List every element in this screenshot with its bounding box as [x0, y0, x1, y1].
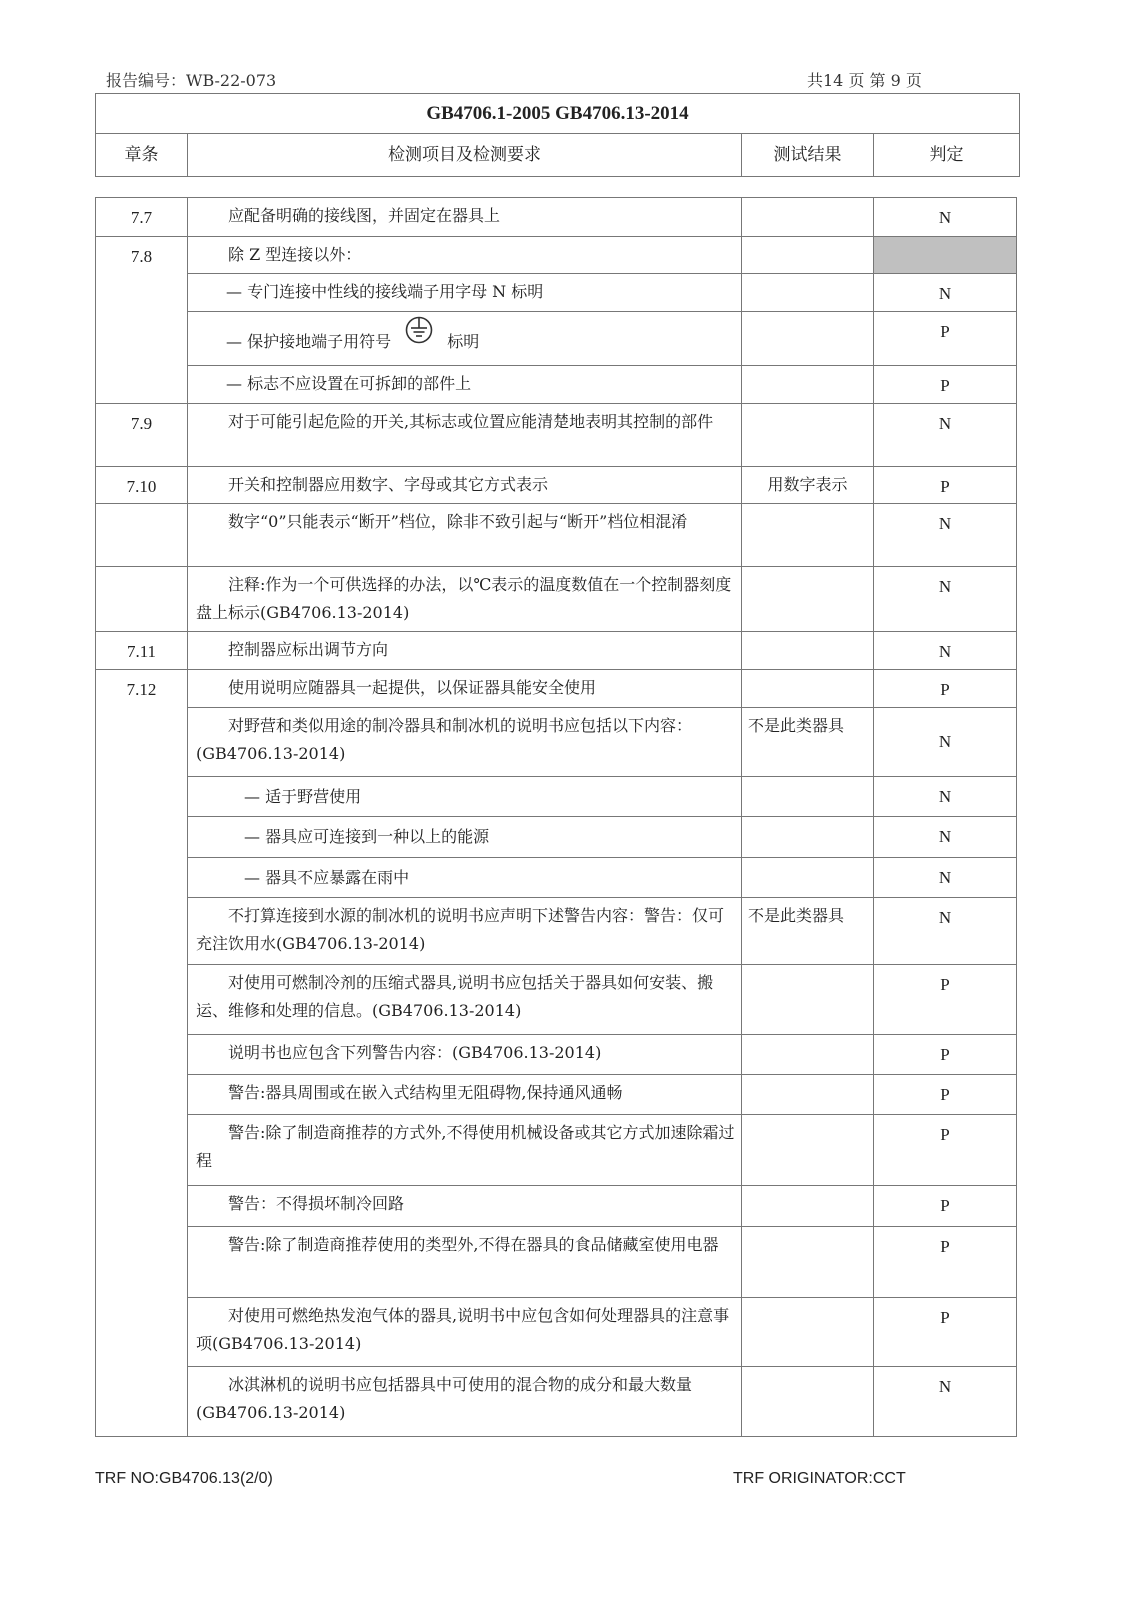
table-row [96, 1115, 1017, 1186]
table-row [96, 1075, 1017, 1115]
verdict: P [874, 1227, 1017, 1298]
requirement-text: 控制器应标出调节方向 [188, 632, 742, 670]
requirement-text: 除 Z 型连接以外： [188, 237, 742, 274]
test-result [742, 670, 874, 708]
test-items-table [95, 197, 1017, 1437]
verdict: P [874, 467, 1017, 504]
section-number: 7.11 [96, 632, 188, 670]
requirement-text: 说明书也应包含下列警告内容：(GB4706.13-2014) [188, 1035, 742, 1075]
table-row [96, 1186, 1017, 1227]
table-row [96, 237, 1017, 274]
requirement-text: 警告:器具周围或在嵌入式结构里无阻碍物,保持通风通畅 [188, 1075, 742, 1115]
test-result [742, 1227, 874, 1298]
verdict-not-applicable-cell [874, 237, 1017, 274]
report-number: 报告编号：WB-22-073 [106, 71, 277, 90]
verdict: P [874, 1298, 1017, 1367]
trf-originator: TRF ORIGINATOR:CCT [733, 1470, 906, 1487]
verdict: N [874, 198, 1017, 237]
test-result [742, 817, 874, 858]
verdict: P [874, 1075, 1017, 1115]
table-row [96, 274, 1017, 312]
requirement-text [188, 312, 742, 366]
test-result: 不是此类器具 [742, 708, 874, 777]
table-row [96, 467, 1017, 504]
requirement-text: 开关和控制器应用数字、字母或其它方式表示 [188, 467, 742, 504]
requirement-text: — 专门连接中性线的接线端子用字母 N 标明 [188, 274, 742, 312]
trf-number: TRF NO:GB4706.13(2/0) [95, 1470, 273, 1487]
requirement-text: 对使用可燃制冷剂的压缩式器具,说明书应包括关于器具如何安装、搬运、维修和处理的信息。(GB4706.13-2014) [188, 965, 742, 1035]
requirement-text: 对使用可燃绝热发泡气体的器具,说明书中应包含如何处理器具的注意事项(GB4706.13-2014) [188, 1298, 742, 1367]
table-row [96, 1227, 1017, 1298]
verdict: N [874, 632, 1017, 670]
verdict: N [874, 777, 1017, 817]
standard-title: GB4706.1-2005 GB4706.13-2014 [96, 94, 1020, 134]
test-result [742, 504, 874, 567]
test-result [742, 1035, 874, 1075]
column-header-requirement: 检测项目及检测要求 [188, 134, 742, 177]
test-result [742, 777, 874, 817]
requirement-text-before: — 保护接地端子用符号 [226, 332, 392, 351]
verdict: P [874, 965, 1017, 1035]
verdict: P [874, 312, 1017, 366]
test-result [742, 567, 874, 632]
requirement-text: 警告:除了制造商推荐使用的类型外,不得在器具的食品储藏室使用电器 [188, 1227, 742, 1298]
verdict: N [874, 274, 1017, 312]
requirement-text: — 器具应可连接到一种以上的能源 [188, 817, 742, 858]
test-result: 不是此类器具 [742, 898, 874, 965]
requirement-text-after: 标明 [447, 332, 480, 351]
requirement-text: 应配备明确的接线图，并固定在器具上 [188, 198, 742, 237]
requirement-text: — 器具不应暴露在雨中 [188, 858, 742, 898]
test-result: 用数字表示 [742, 467, 874, 504]
table-row [96, 670, 1017, 708]
verdict: N [874, 858, 1017, 898]
column-header-result: 测试结果 [742, 134, 874, 177]
verdict: P [874, 1115, 1017, 1186]
test-result [742, 237, 874, 274]
table-row [96, 366, 1017, 404]
test-result [742, 366, 874, 404]
requirement-text: 注释:作为一个可供选择的办法，以℃表示的温度数值在一个控制器刻度盘上标示(GB4706.13-2014) [188, 567, 742, 632]
test-result [742, 1298, 874, 1367]
table-row [96, 632, 1017, 670]
requirement-text: 对于可能引起危险的开关,其标志或位置应能清楚地表明其控制的部件 [188, 404, 742, 467]
table-row [96, 312, 1017, 366]
table-row [96, 965, 1017, 1035]
verdict: P [874, 366, 1017, 404]
test-result [742, 198, 874, 237]
test-result [742, 404, 874, 467]
section-number: 7.7 [96, 198, 188, 237]
table-row [96, 404, 1017, 467]
table-row [96, 567, 1017, 632]
section-number: 7.8 [96, 237, 188, 404]
requirement-text: 冰淇淋机的说明书应包括器具中可使用的混合物的成分和最大数量(GB4706.13-2014) [188, 1367, 742, 1437]
test-result [742, 632, 874, 670]
standard-header-table [95, 93, 1020, 177]
test-result [742, 1075, 874, 1115]
column-header-verdict: 判定 [874, 134, 1020, 177]
table-row [96, 777, 1017, 817]
verdict: P [874, 1035, 1017, 1075]
verdict: N [874, 567, 1017, 632]
section-number: 7.12 [96, 670, 188, 1437]
column-header-section: 章条 [96, 134, 188, 177]
table-row [96, 1298, 1017, 1367]
requirement-text: 警告:除了制造商推荐的方式外,不得使用机械设备或其它方式加速除霜过程 [188, 1115, 742, 1186]
section-number [96, 504, 188, 567]
test-result [742, 1186, 874, 1227]
table-row [96, 504, 1017, 567]
requirement-text: — 适于野营使用 [188, 777, 742, 817]
table-row [96, 858, 1017, 898]
test-result [742, 858, 874, 898]
verdict: N [874, 898, 1017, 965]
verdict: P [874, 1186, 1017, 1227]
section-number: 7.9 [96, 404, 188, 467]
table-row [96, 898, 1017, 965]
requirement-text: — 标志不应设置在可拆卸的部件上 [188, 366, 742, 404]
test-result [742, 274, 874, 312]
verdict: N [874, 708, 1017, 777]
test-result [742, 312, 874, 366]
table-row [96, 198, 1017, 237]
requirement-text: 使用说明应随器具一起提供，以保证器具能安全使用 [188, 670, 742, 708]
requirement-text: 警告：不得损坏制冷回路 [188, 1186, 742, 1227]
test-result [742, 1367, 874, 1437]
requirement-text: 对野营和类似用途的制冷器具和制冰机的说明书应包括以下内容：(GB4706.13-2014) [188, 708, 742, 777]
section-number [96, 567, 188, 632]
test-result [742, 965, 874, 1035]
verdict: P [874, 670, 1017, 708]
verdict: N [874, 504, 1017, 567]
page-info: 共14 页 第 9 页 [807, 71, 922, 90]
test-result [742, 1115, 874, 1186]
verdict: N [874, 404, 1017, 467]
table-row [96, 1035, 1017, 1075]
table-row [96, 817, 1017, 858]
verdict: N [874, 1367, 1017, 1437]
table-row [96, 1367, 1017, 1437]
protective-earth-icon [404, 316, 434, 353]
verdict: N [874, 817, 1017, 858]
table-row [96, 708, 1017, 777]
section-number: 7.10 [96, 467, 188, 504]
requirement-text: 不打算连接到水源的制冰机的说明书应声明下述警告内容：警告：仅可充注饮用水(GB4706.13-2014) [188, 898, 742, 965]
requirement-text: 数字“0”只能表示“断开”档位，除非不致引起与“断开”档位相混淆 [188, 504, 742, 567]
